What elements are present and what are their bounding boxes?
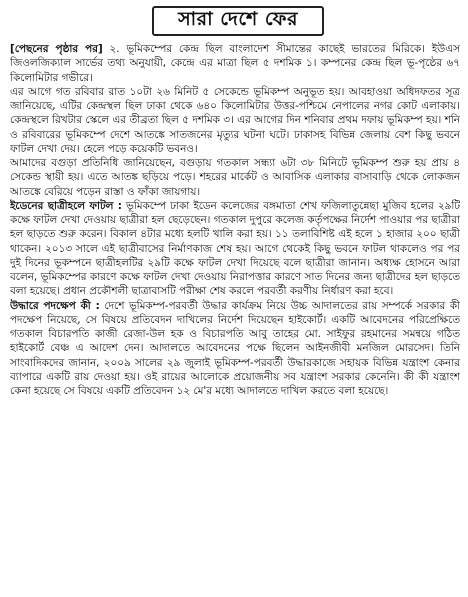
subheading-rescue: উদ্ধারে পদক্ষেপ কী : [10, 299, 100, 312]
paragraph-text: ২. ভূমিকম্পের কেন্দ্র ছিল বাংলাদেশ সীমান্তের কাছেই ভারতের মিরিকে। ইউএস জিওলজিক্যাল সার্ভের তথ্য অনুযায়ী, কেন্দ্রে এর মাত্রা ছিল ৫ দশমিক ১। কম্পনের কেন্দ্র ছিল ভূ-পৃষ্ঠের ৬৭ কিলোমিটার গভীরে। [10, 43, 460, 84]
paragraph-2 [10, 85, 460, 156]
paragraph-5 [10, 299, 460, 399]
headline: সারা দেশে ফের [178, 8, 298, 30]
paragraph-text: ভূমিকম্পে ঢাকা ইডেন কলেজের বঙ্গমাতা শেখ ফজিলাতুন্নেছা মুজিব হলের ২৯টি কক্ষে ফাটল দেখা দেওয়ায় ছাত্রীরা হল ছেড়েছেন। গতকাল দুপুরে কলেজ কর্তৃপক্ষের নির্দেশ পাওয়ার পর ছাত্রীরা হল ছাড়তে শুরু করেন। বিকাল ৪টার মধ্যে হলটি খালি করা হয়। ১১ তলাবিশিষ্ট এই হলে ১ হাজার ২০০ ছাত্রী থাকেন। ২০১৩ সালে এই ছাত্রীবাসের নির্মাণকাজ শেষ হয়। আগে থেকেই কিছু ভবনে ফাটল থাকলেও পর পর দুই দিনের ভূকম্পনে ছাত্রীহলটির ২৯টি কক্ষে ফাটল দেখা দিয়েছে বলে ছাত্রীরা জানান। অধ্যক্ষ হোসনে আরা বলেন, ভূমিকম্পের কারণে কক্ষে ফাটল দেখা দেওয়ায় নিরাপত্তার কারণে সাত দিনের জন্য ছাত্রীদের হল ছাড়তে বলা হয়েছে। প্রধান প্রকৌশলী ছাত্রাবাসটি পরীক্ষা শেষ করলে পরবর্তী করণীয় নির্ধারণ করা হবে। [10, 199, 460, 298]
paragraph-1 [10, 42, 460, 85]
paragraph-4 [10, 199, 460, 299]
headline-box [152, 6, 324, 36]
subheading-eden: ইডেনের ছাত্রীহলে ফাটল : [10, 199, 122, 212]
paragraph-3 [10, 156, 460, 199]
paragraph-text: এর আগে গত রবিবার রাত ১০টা ২৬ মিনিট ৫ সেকেন্ডে ভূমিকম্প অনুভূত হয়। আবহাওয়া অধিদফতর সূত্র জানিয়েছে, এটির কেন্দ্রস্থল ছিল ঢাকা থেকে ৬৪০ কিলোমিটার উত্তর-পশ্চিমে নেপালের নগর কোট এলাকায়। কেন্দ্রস্থলে রিখটার স্কেলে এর তীব্রতা ছিল ৫ দশমিক ৩। এর আগের দিন শনিবার প্রথম দফায় ভূমিকম্প হয়। শনি ও রবিবারের ভূমিকম্পে দেশে আতঙ্কে সাতজনের মৃত্যুর ঘটনা ঘটে। ঢাকাসহ বিভিন্ন জেলায় বেশ কিছু ভবনে ফাটল দেখা দেয়। হেলে পড়ে কয়েকটি ভবনও। [10, 85, 460, 155]
continuation-marker: [পেছনের পৃষ্ঠার পর] [10, 43, 103, 55]
article-body [10, 42, 460, 590]
paragraph-text: দেশে ভূমিকম্প-পরবর্তী উদ্ধার কার্যক্রম নিয়ে উচ্চ আদালতের রায় সম্পর্কে সরকার কী পদক্ষেপ নিয়েছে, সে বিষয়ে প্রতিবেদন দাখিলের নির্দেশ দিয়েছেন হাইকোর্ট। একটি আবেদনের পরিপ্রেক্ষিতে গতকাল বিচারপতি কাজী রেজা-উল হক ও বিচারপতি আবু তাহের মো. সাইফুর রহমানের সমন্বয়ে গঠিত হাইকোর্ট বেঞ্চ এ আদেশ দেন। আদালতে আবেদনের পক্ষে ছিলেন আইনজীবী মনজিল মোরসেদ। তিনি সাংবাদিকদের জানান, ২০০৯ সালের ২৯ জুলাই ভূমিকম্প-পরবর্তী উদ্ধারকাজে সহায়ক বিভিন্ন যন্ত্রাংশ কেনার ব্যাপারে একটি রায় দেওয়া হয়। ওই রায়ের আলোকে প্রয়োজনীয় সব যন্ত্রাংশ সরকার কেনেনি। কী কী যন্ত্রাংশ কেনা হয়েছে সে বিষয়ে একটি প্রতিবেদন ১২ মে'র মধ্যে আদালতে দাখিল করতে বলা হয়েছে। [10, 299, 460, 397]
paragraph-text: আমাদের বগুড়া প্রতিনিধি জানিয়েছেন, বগুড়ায় গতকাল সন্ধ্যা ৬টা ৩৮ মিনিটে ভূমিকম্প শুরু হয় প্রায় ৪ সেকেন্ড স্থায়ী হয়। এতে আতঙ্ক ছড়িয়ে পড়ে। শহরের মার্কেট ও আবাসিক এলাকার বাসাবাড়ি থেকে লোকজন আতঙ্কে বেরিয়ে পড়েন রাস্তা ও ফাঁকা জায়গায়। [10, 157, 460, 198]
